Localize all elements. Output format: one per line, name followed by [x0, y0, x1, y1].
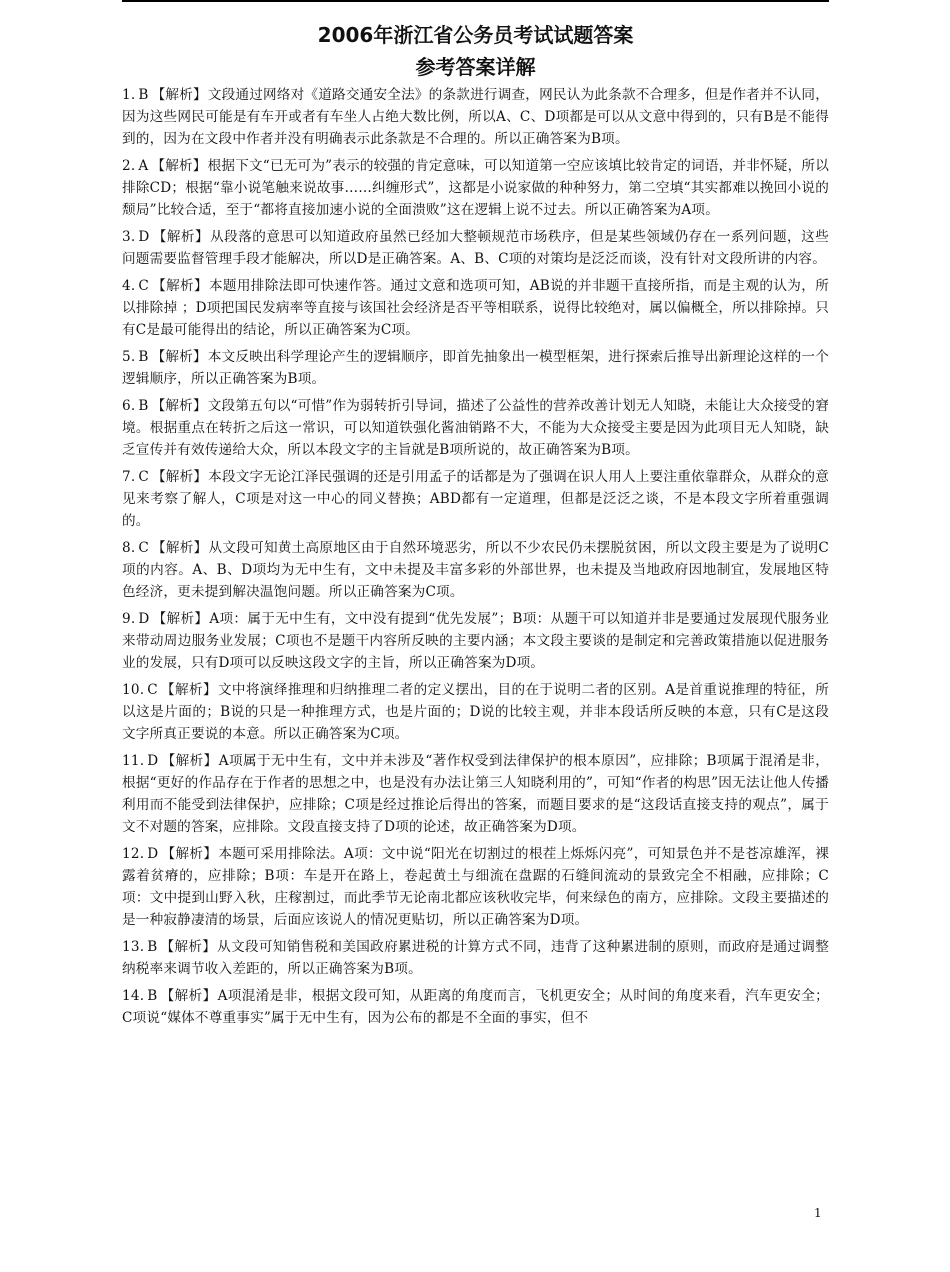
question-number: 1.: [122, 87, 136, 103]
header-rule: [122, 0, 829, 2]
document-page: [122, 14, 829, 1034]
answer-letter: C: [138, 540, 149, 556]
question-number: 7.: [122, 469, 136, 485]
analysis-text: 文段第五句以“可惜”作为弱转折引导词，描述了公益性的营养改善计划无人知晓，未能让大众接受的窘境。根据重点在转折之后这一常识，可以知道铁强化酱油销路不大，不能为大众接受主要是因为此项目无人知晓，缺乏宣传并有效传递给大众，所以本段文字的主旨就是B项所说的，故正确答案为B项。: [122, 398, 829, 458]
analysis-text: 从文段可知黄土高原地区由于自然环境恶劣，所以不少农民仍未摆脱贫困，所以文段主要是为了说明C项的内容。A、B、D项均为无中生有，文中未提及丰富多彩的外部世界，也未提及当地政府因地制宜，发展地区特色经济，更未提到解决温饱问题。所以正确答案为C项。: [122, 540, 829, 600]
answer-letter: D: [147, 753, 159, 769]
answer-letter: C: [138, 278, 149, 294]
analysis-text: 本文反映出科学理论产生的逻辑顺序，即首先抽象出一模型框架，进行探索后推导出新理论这样的一个逻辑顺序，所以正确答案为B项。: [122, 349, 829, 387]
answer-item: [122, 346, 829, 390]
answer-item: [122, 608, 829, 674]
analysis-text: 根据下文“已无可为”表示的较强的肯定意味，可以知道第一空应该填比较肯定的词语，并非怀疑，所以排除CD；根据“靠小说笔触来说故事……纠缠形式”，这都是小说家做的种种努力，第二空填“其实都难以挽回小说的颓局”比较合适，至于“都将直接加速小说的全面溃败”这在逻辑上说不过去。所以正确答案为A项。: [122, 158, 829, 218]
answer-letter: B: [147, 939, 158, 955]
analysis-text: A项混淆是非，根据文段可知，从距离的角度而言，飞机更安全；从时间的角度来看，汽车更安全；C项说“媒体不尊重事实”属于无中生有，因为公布的都是不全面的事实，但不: [122, 988, 829, 1026]
answer-letter: B: [147, 988, 158, 1004]
question-number: 8.: [122, 540, 136, 556]
question-number: 4.: [122, 278, 136, 294]
answer-letter: B: [138, 87, 149, 103]
answer-item: [122, 84, 829, 150]
question-number: 10.: [122, 682, 145, 698]
analysis-tag: 【解析】: [151, 398, 207, 414]
answer-item: [122, 226, 829, 270]
analysis-text: 本题用排除法即可快速作答。通过文意和选项可知，AB说的并非题干直接所指，而是主观的认为，所以排除掉 ；D项把国民发病率等直接与该国社会经济是否平等相联系，说得比较绝对，属以偏概全，所以排除掉。只有C是最可能得出的结论，所以正确答案为C项。: [122, 278, 829, 338]
analysis-tag: 【解析】: [160, 988, 217, 1004]
answer-letter: C: [138, 469, 149, 485]
answer-letter: C: [147, 682, 158, 698]
question-number: 14.: [122, 988, 145, 1004]
document-subtitle: 参考答案详解: [415, 55, 536, 79]
analysis-text: 文段通过网络对《道路交通安全法》的条款进行调查，网民认为此条款不合理多，但是作者并不认同，因为这些网民可能是有车开或者有车坐人占绝大数比例，所以A、C、D项都是可以从文意中得到的，只有B是不能得到的，因为在文段中作者并没有明确表示此条款是不合理的。所以正确答案为B项。: [122, 87, 829, 147]
analysis-text: A项属于无中生有，文中并未涉及“著作权受到法律保护的根本原因”，应排除；B项属于混淆是非，根据“更好的作品存在于作者的思想之中，也是没有办法让第三人知晓利用的”，可知“作者的构思”因无法让他人传播利用而不能受到法律保护，应排除；C项是经过推论后得出的答案，而题目要求的是“这段话直接支持的观点”，属于文不对题的答案，应排除。文段直接支持了D项的论述，故正确答案为D项。: [122, 753, 829, 835]
answer-item: [122, 843, 829, 931]
answer-letter: A: [138, 158, 149, 174]
question-number: 12.: [122, 846, 145, 862]
question-number: 5.: [122, 349, 136, 365]
analysis-tag: 【解析】: [161, 753, 218, 769]
analysis-text: 本段文字无论江泽民强调的还是引用孟子的话都是为了强调在识人用人上要注重依靠群众，从群众的意见来考察了解人，C项是对这一中心的同义替换；ABD都有一定道理，但都是泛泛之谈，不是本段文字所着重强调的。: [122, 469, 829, 529]
analysis-tag: 【解析】: [160, 682, 217, 698]
page-number: 1: [814, 1206, 822, 1220]
answer-letter: B: [138, 398, 149, 414]
analysis-text: A项：属于无中生有，文中没有提到“优先发展”；B项：从题干可以知道并非是要通过发展现代服务业来带动周边服务业发展；C项也不是题干内容所反映的主要内涵；本文段主要谈的是制定和完善政策措施以促进服务业的发展，只有D项可以反映这段文字的主旨，所以正确答案为D项。: [122, 611, 829, 671]
question-number: 13.: [122, 939, 145, 955]
analysis-tag: 【解析】: [151, 158, 207, 174]
answer-item: [122, 395, 829, 461]
question-number: 3.: [122, 229, 136, 245]
analysis-tag: 【解析】: [151, 540, 208, 556]
document-title: 2006年浙江省公务员考试试题答案: [317, 23, 634, 47]
analysis-text: 文中将演绎推理和归纳推理二者的定义摆出，目的在于说明二者的区别。A是首重说推理的特征，所以这是片面的；B说的只是一种推理方式，也是片面的；D说的比较主观，并非本段话所反映的本意，只有C是这段文字所真正要说的本意。所以正确答案为C项。: [122, 682, 829, 742]
answer-letter: B: [138, 349, 149, 365]
answer-letter: D: [138, 229, 150, 245]
analysis-tag: 【解析】: [151, 87, 207, 103]
analysis-tag: 【解析】: [151, 349, 207, 365]
analysis-tag: 【解析】: [151, 278, 208, 294]
answer-item: [122, 155, 829, 221]
answer-item: [122, 679, 829, 745]
analysis-tag: 【解析】: [152, 611, 209, 627]
answer-letter: D: [138, 611, 150, 627]
question-number: 9.: [122, 611, 136, 627]
question-number: 11.: [122, 753, 145, 769]
answer-item: [122, 275, 829, 341]
question-number: 6.: [122, 398, 136, 414]
analysis-text: 从文段可知销售税和美国政府累进税的计算方式不同，违背了这种累进制的原则，而政府是通过调整纳税率来调节收入差距的，所以正确答案为B项。: [122, 939, 829, 977]
analysis-tag: 【解析】: [152, 229, 210, 245]
analysis-text: 从段落的意思可以知道政府虽然已经加大整顿规范市场秩序，但是某些领域仍存在一系列问题，这些问题需要监督管理手段才能解决，所以D是正确答案。A、B、C项的对策均是泛泛而谈，没有针对文段所讲的内容。: [122, 229, 829, 267]
analysis-tag: 【解析】: [161, 846, 218, 862]
analysis-text: 本题可采用排除法。A项：文中说“阳光在切割过的根茬上烁烁闪亮”，可知景色并不是苍凉雄浑，裸露着贫瘠的，应排除；B项：车是开在路上，卷起黄土与细流在盘踞的石缝间流动的景致完全不相融，应排除；C项：文中提到山野入秋，庄稼割过，而此季节无论南北都应该秋收完毕，何来绿色的南方，应排除。文段主要描述的是一种寂静凄清的场景，后面应该说人的情况更贴切，所以正确答案为D项。: [122, 846, 829, 928]
answer-item: [122, 936, 829, 980]
answer-item: [122, 466, 829, 532]
answer-item: [122, 537, 829, 603]
answer-letter: D: [147, 846, 159, 862]
analysis-tag: 【解析】: [151, 469, 208, 485]
answer-list: [122, 84, 829, 1029]
analysis-tag: 【解析】: [160, 939, 217, 955]
question-number: 2.: [122, 158, 136, 174]
answer-item: [122, 750, 829, 838]
answer-item: [122, 985, 829, 1029]
